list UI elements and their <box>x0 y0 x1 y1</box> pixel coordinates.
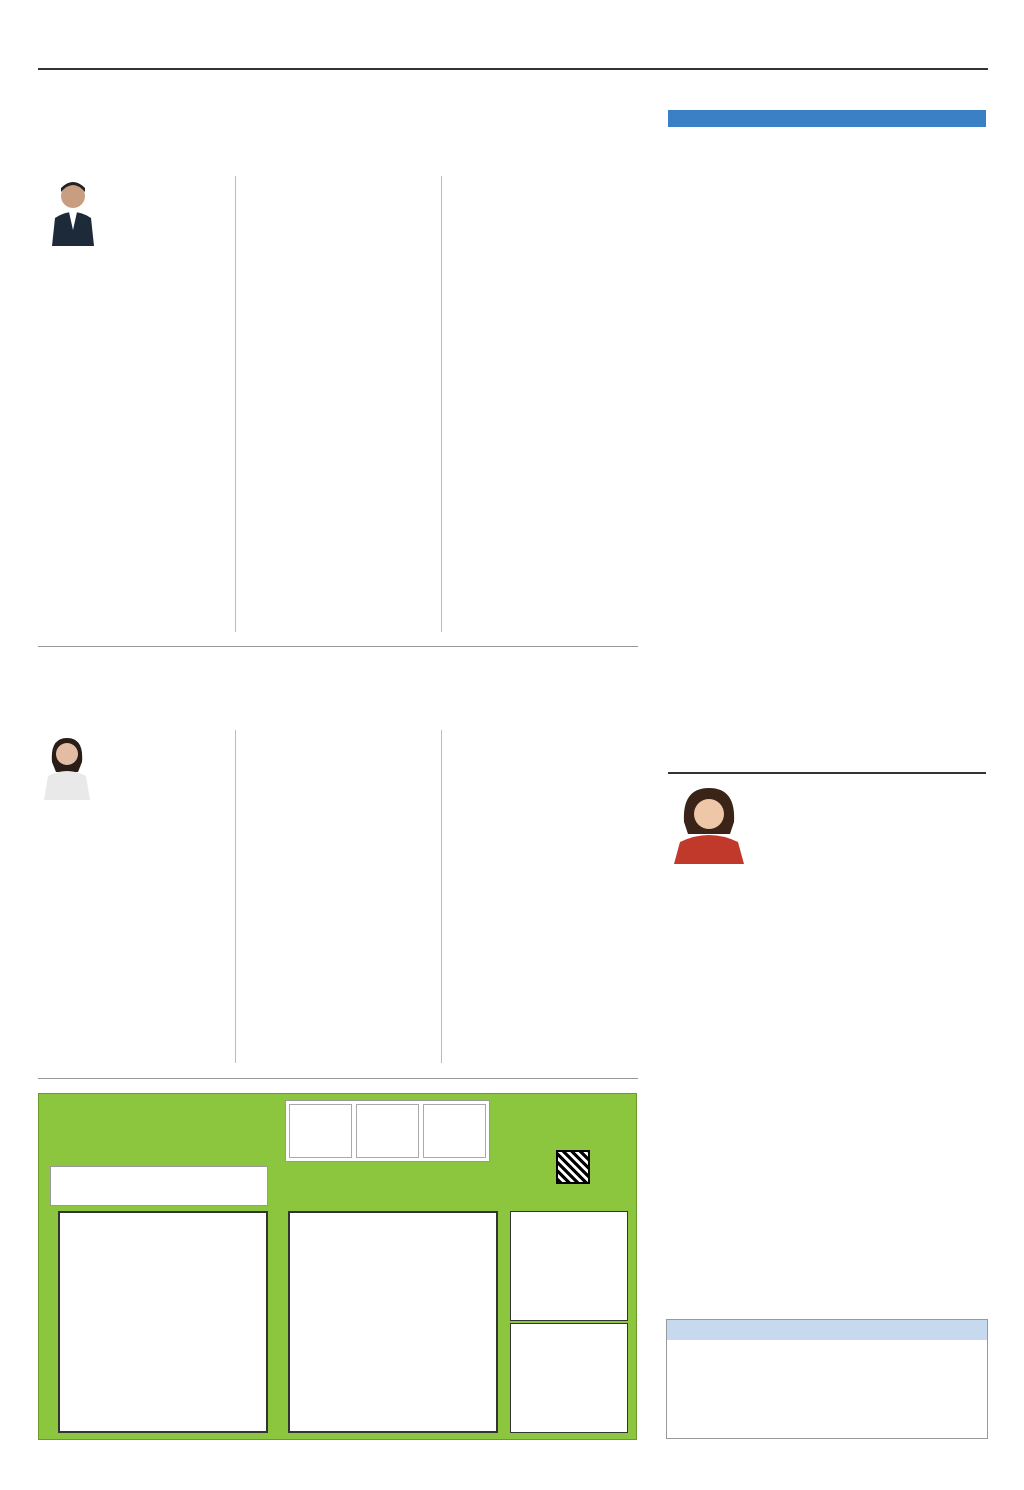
sudoku-rule <box>50 1166 268 1206</box>
reporter-photo <box>44 732 90 800</box>
section-divider <box>668 772 986 774</box>
sudoku-grid-2[interactable] <box>288 1211 498 1433</box>
column-divider <box>235 730 236 1063</box>
column-divider <box>441 730 442 1063</box>
sudoku-grid-1[interactable] <box>58 1211 268 1433</box>
sudoku-answer-2 <box>510 1323 628 1433</box>
masthead-header <box>667 1320 987 1340</box>
column-divider <box>441 176 442 632</box>
book-cover <box>423 1104 486 1158</box>
book-cover <box>356 1104 419 1158</box>
qr-code-icon[interactable] <box>556 1150 590 1184</box>
section-divider <box>38 1078 638 1079</box>
book-covers <box>285 1100 490 1162</box>
masthead-footer <box>667 1344 987 1345</box>
fortune-header <box>668 110 986 127</box>
article1-col1 <box>38 262 228 632</box>
columnist-photo <box>674 782 744 864</box>
article1-col2 <box>242 176 434 632</box>
article2-col2 <box>242 730 434 1063</box>
article2-col1 <box>38 815 228 1063</box>
author-photo <box>52 178 94 246</box>
article1-col3 <box>449 176 639 611</box>
kim-body <box>668 870 986 1268</box>
header-rule <box>38 68 988 70</box>
column-divider <box>235 176 236 632</box>
article2-col3 <box>449 730 639 1045</box>
masthead <box>666 1319 988 1439</box>
book-cover <box>289 1104 352 1158</box>
sudoku-answer-1 <box>510 1211 628 1321</box>
section-divider <box>38 646 638 647</box>
